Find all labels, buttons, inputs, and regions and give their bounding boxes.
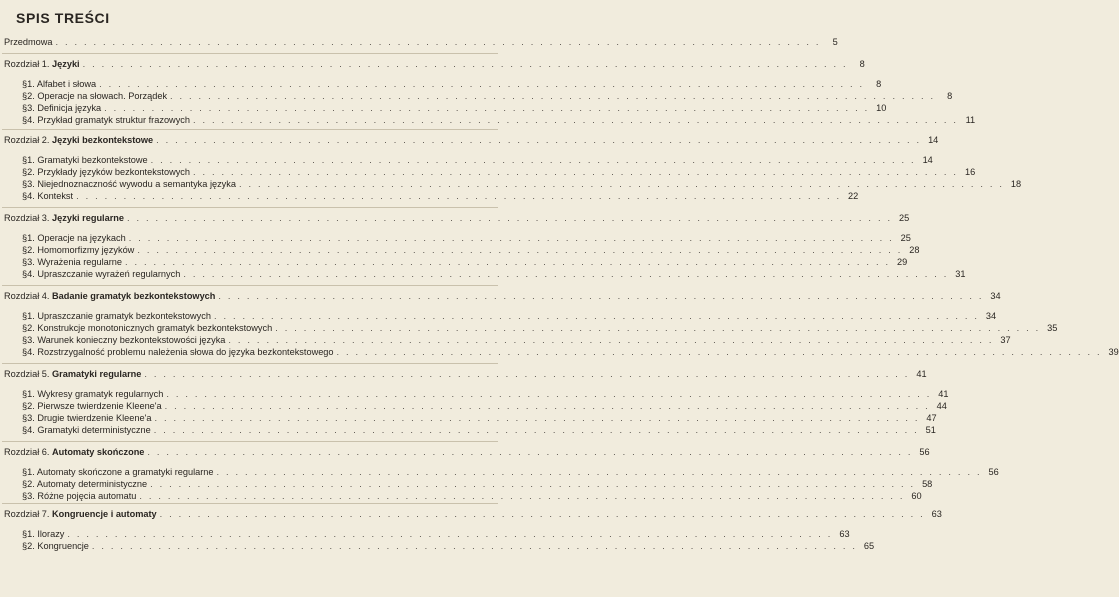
entry-title [22, 244, 134, 256]
section-entry [22, 190, 859, 202]
section-number: §1. [22, 389, 38, 399]
section-title: Ilorazy [37, 529, 65, 539]
entry-title [22, 114, 190, 126]
page-title: SPIS TREŚCI [16, 10, 110, 26]
section-entry [22, 424, 936, 436]
section-number: §4. [22, 191, 38, 201]
page-number: 56 [988, 467, 999, 477]
section-entry [22, 178, 1022, 190]
section-number: §3. [22, 413, 38, 423]
entry-title [22, 412, 151, 424]
entry-title [22, 102, 101, 114]
chapter-label: Rozdział 1. [4, 59, 53, 69]
entry-title [4, 36, 53, 48]
section-title: Kontekst [37, 191, 74, 201]
section-entry [22, 102, 887, 114]
section-entry [22, 310, 997, 322]
page-number: 34 [985, 311, 997, 321]
chapter-entry [4, 134, 939, 146]
separator-line [2, 503, 498, 504]
dot-leader: . . . . . . . . . . . . . . . . . . . . . . . . . . . . . . . . . . . . . . . . . . . . . . . . . . . . . . . . . . . . . . . . . . . . . . . . . . . . . . . . . [128, 233, 894, 243]
dot-leader: . . . . . . . . . . . . . . . . . . . . . . . . . . . . . . . . . . . . . . . . . . . . . . . . . . . . . . . . . . . . . . . . . . . . . . . . . . . . . . . . . [104, 103, 870, 113]
page-number: 16 [964, 167, 976, 177]
section-title: Upraszczanie wyrażeń regularnych [37, 269, 181, 279]
section-number: §4. [22, 425, 38, 435]
entry-title [4, 508, 157, 520]
separator-line [2, 207, 498, 208]
dot-leader: . . . . . . . . . . . . . . . . . . . . . . . . . . . . . . . . . . . . . . . . . . . . . . . . . . . . . . . . . . . . . . . . . . . . . . . . . . . . . . . . . [164, 401, 930, 411]
chapter-name: Języki regularne [52, 213, 125, 223]
section-entry [22, 256, 908, 268]
dot-leader: . . . . . . . . . . . . . . . . . . . . . . . . . . . . . . . . . . . . . . . . . . . . . . . . . . . . . . . . . . . . . . . . . . . . . . . . . . . . . . . . . [153, 425, 919, 435]
chapter-entry [4, 446, 930, 458]
section-entry [22, 466, 999, 478]
entry-title [4, 58, 80, 70]
dot-leader: . . . . . . . . . . . . . . . . . . . . . . . . . . . . . . . . . . . . . . . . . . . . . . . . . . . . . . . . . . . . . . . . . . . . . . . . . . . . . . . . . [55, 37, 821, 47]
dot-leader: . . . . . . . . . . . . . . . . . . . . . . . . . . . . . . . . . . . . . . . . . . . . . . . . . . . . . . . . . . . . . . . . . . . . . . . . . . . . . . . . . [218, 291, 984, 301]
section-title: Operacje na językach [37, 233, 126, 243]
entry-title [22, 178, 236, 190]
separator-line [2, 53, 498, 54]
dot-leader: . . . . . . . . . . . . . . . . . . . . . . . . . . . . . . . . . . . . . . . . . . . . . . . . . . . . . . . . . . . . . . . . . . . . . . . . . . . . . . . . . [127, 213, 893, 223]
chapter-entry [4, 508, 942, 520]
entry-title [22, 78, 96, 90]
chapter-name: Kongruencje i automaty [52, 509, 157, 519]
section-title: Przykład gramatyk struktur frazowych [37, 115, 190, 125]
section-number: §4. [22, 347, 38, 357]
section-number: §2. [22, 91, 38, 101]
section-title: Gramatyki bezkontekstowe [37, 155, 148, 165]
page-number: 25 [900, 233, 911, 243]
chapter-entry [4, 58, 865, 70]
separator-line [2, 285, 498, 286]
page-number: 5 [832, 37, 838, 47]
chapter-label: Rozdział 6. [4, 447, 53, 457]
section-number: §3. [22, 257, 38, 267]
chapter-name: Języki bezkontekstowe [52, 135, 154, 145]
entry-title [22, 400, 162, 412]
entry-title [4, 290, 215, 302]
chapter-label: Rozdział 5. [4, 369, 53, 379]
dot-leader: . . . . . . . . . . . . . . . . . . . . . . . . . . . . . . . . . . . . . . . . . . . . . . . . . . . . . . . . . . . . . . . . . . . . . . . . . . . . . . . . . [91, 541, 858, 551]
section-title: Upraszczanie gramatyk bezkontekstowych [37, 311, 211, 321]
dot-leader: . . . . . . . . . . . . . . . . . . . . . . . . . . . . . . . . . . . . . . . . . . . . . . . . . . . . . . . . . . . . . . . . . . . . . . . . . . . . . . . . . [150, 155, 916, 165]
entry-title [22, 232, 126, 244]
section-title: Rozstrzygalność problemu należenia słowa do języka bezkontekstowego [37, 347, 334, 357]
page-number: 56 [919, 447, 930, 457]
page-number: 58 [922, 479, 933, 489]
entry-title [4, 134, 153, 146]
chapter-entry [4, 36, 838, 48]
section-entry [22, 346, 1119, 358]
section-entry [22, 490, 922, 502]
chapter-entry [4, 368, 927, 380]
section-entry [22, 154, 933, 166]
chapter-entry [4, 290, 1001, 302]
section-title: Alfabet i słowa [36, 79, 97, 89]
section-title: Przykłady języków bezkontekstowych [37, 167, 191, 177]
entry-title [4, 212, 124, 224]
section-number: §2. [22, 401, 38, 411]
section-entry [22, 166, 976, 178]
entry-title [22, 256, 122, 268]
section-entry [22, 540, 875, 552]
page-number: 31 [955, 269, 966, 279]
dot-leader: . . . . . . . . . . . . . . . . . . . . . . . . . . . . . . . . . . . . . . . . . . . . . . . . . . . . . . . . . . . . . . . . . . . . . . . . . . . . . . . . . [193, 167, 959, 177]
dot-leader: . . . . . . . . . . . . . . . . . . . . . . . . . . . . . . . . . . . . . . . . . . . . . . . . . . . . . . . . . . . . . . . . . . . . . . . . . . . . . . . . . [137, 245, 903, 255]
section-number: §4. [22, 115, 38, 125]
entry-title [22, 388, 163, 400]
dot-leader: . . . . . . . . . . . . . . . . . . . . . . . . . . . . . . . . . . . . . . . . . . . . . . . . . . . . . . . . . . . . . . . . . . . . . . . . . . . . . . . . . [99, 79, 865, 89]
dot-leader: . . . . . . . . . . . . . . . . . . . . . . . . . . . . . . . . . . . . . . . . . . . . . . . . . . . . . . . . . . . . . . . . . . . . . . . . . . . . . . . . . [275, 323, 1041, 333]
dot-leader: . . . . . . . . . . . . . . . . . . . . . . . . . . . . . . . . . . . . . . . . . . . . . . . . . . . . . . . . . . . . . . . . . . . . . . . . . . . . . . . . . [216, 467, 982, 477]
separator-line [2, 441, 498, 442]
dot-leader: . . . . . . . . . . . . . . . . . . . . . . . . . . . . . . . . . . . . . . . . . . . . . . . . . . . . . . . . . . . . . . . . . . . . . . . . . . . . . . . . . [154, 413, 920, 423]
entry-title [22, 346, 334, 358]
dot-leader: . . . . . . . . . . . . . . . . . . . . . . . . . . . . . . . . . . . . . . . . . . . . . . . . . . . . . . . . . . . . . . . . . . . . . . . . . . . . . . . . . [82, 59, 848, 69]
separator-line [2, 129, 498, 130]
dot-leader: . . . . . . . . . . . . . . . . . . . . . . . . . . . . . . . . . . . . . . . . . . . . . . . . . . . . . . . . . . . . . . . . . . . . . . . . . . . . . . . . . [67, 529, 833, 539]
page-number: 8 [876, 79, 882, 89]
section-number: §1. [22, 79, 37, 89]
page-number: 34 [990, 291, 1001, 301]
page-number: 35 [1047, 323, 1058, 333]
section-title: Homomorfizmy języków [37, 245, 135, 255]
section-entry [22, 244, 920, 256]
chapter-name: Badanie gramatyk bezkontekstowych [52, 291, 216, 301]
preface-title: Przedmowa [4, 37, 53, 47]
page-number: 14 [928, 135, 939, 145]
page-number: 63 [839, 529, 850, 539]
dot-leader: . . . . . . . . . . . . . . . . . . . . . . . . . . . . . . . . . . . . . . . . . . . . . . . . . . . . . . . . . . . . . . . . . . . . . . . . . . . . . . . . . [228, 335, 994, 345]
section-title: Wyrażenia regularne [37, 257, 123, 267]
section-entry [22, 400, 947, 412]
page-number: 10 [876, 103, 887, 113]
section-entry [22, 78, 882, 90]
entry-title [22, 528, 64, 540]
section-number: §1. [22, 311, 38, 321]
page-number: 41 [916, 369, 927, 379]
entry-title [22, 190, 73, 202]
section-entry [22, 412, 937, 424]
page-number: 41 [938, 389, 949, 399]
page-number: 8 [859, 59, 865, 69]
section-entry [22, 90, 953, 102]
page-number: 63 [931, 509, 942, 519]
section-entry [22, 478, 933, 490]
page-number: 22 [848, 191, 859, 201]
entry-title [4, 446, 144, 458]
entry-title [22, 334, 225, 346]
entry-title [22, 490, 136, 502]
section-title: Drugie twierdzenie Kleene'a [37, 413, 152, 423]
dot-leader: . . . . . . . . . . . . . . . . . . . . . . . . . . . . . . . . . . . . . . . . . . . . . . . . . . . . . . . . . . . . . . . . . . . . . . . . . . . . . . . . . [139, 491, 905, 501]
page-number: 18 [1010, 179, 1022, 189]
page-number: 37 [1000, 335, 1011, 345]
section-number: §1. [22, 155, 38, 165]
page-number: 47 [926, 413, 937, 423]
section-title: Automaty deterministyczne [36, 479, 148, 489]
page-number: 44 [936, 401, 947, 411]
entry-title [22, 268, 180, 280]
section-title: Pierwsze twierdzenie Kleene'a [37, 401, 162, 411]
page-number: 65 [863, 541, 875, 551]
section-entry [22, 268, 966, 280]
section-title: Niejednoznaczność wywodu a semantyka języka [37, 179, 236, 189]
chapter-name: Automaty skończone [52, 447, 145, 457]
entry-title [22, 90, 167, 102]
separator-line [2, 363, 498, 364]
section-number: §2. [22, 541, 38, 551]
section-entry [22, 334, 1011, 346]
page-number: 8 [947, 91, 953, 101]
page-number: 60 [911, 491, 922, 501]
chapter-label: Rozdział 2. [4, 135, 53, 145]
dot-leader: . . . . . . . . . . . . . . . . . . . . . . . . . . . . . . . . . . . . . . . . . . . . . . . . . . . . . . . . . . . . . . . . . . . . . . . . . . . . . . . . . [144, 369, 910, 379]
section-number: §2. [22, 323, 38, 333]
section-number: §3. [22, 491, 38, 501]
section-entry [22, 528, 850, 540]
page-number: 25 [898, 213, 910, 223]
dot-leader: . . . . . . . . . . . . . . . . . . . . . . . . . . . . . . . . . . . . . . . . . . . . . . . . . . . . . . . . . . . . . . . . . . . . . . . . . . . . . . . . . [193, 115, 959, 125]
dot-leader: . . . . . . . . . . . . . . . . . . . . . . . . . . . . . . . . . . . . . . . . . . . . . . . . . . . . . . . . . . . . . . . . . . . . . . . . . . . . . . . . . [156, 135, 922, 145]
entry-title [22, 154, 148, 166]
section-number: §3. [22, 335, 38, 345]
section-title: Różne pojęcia automatu [37, 491, 137, 501]
section-number: §3. [22, 179, 38, 189]
dot-leader: . . . . . . . . . . . . . . . . . . . . . . . . . . . . . . . . . . . . . . . . . . . . . . . . . . . . . . . . . . . . . . . . . . . . . . . . . . . . . . . . . [125, 257, 891, 267]
page-number: 39 [1108, 347, 1119, 357]
section-title: Operacje na słowach. Porządek [37, 91, 168, 101]
dot-leader: . . . . . . . . . . . . . . . . . . . . . . . . . . . . . . . . . . . . . . . . . . . . . . . . . . . . . . . . . . . . . . . . . . . . . . . . . . . . . . . . . [213, 311, 980, 321]
page-number: 28 [909, 245, 920, 255]
section-title: Wykresy gramatyk regularnych [37, 389, 164, 399]
chapter-name: Gramatyki regularne [52, 369, 142, 379]
chapter-label: Rozdział 4. [4, 291, 53, 301]
section-number: §2. [22, 245, 38, 255]
dot-leader: . . . . . . . . . . . . . . . . . . . . . . . . . . . . . . . . . . . . . . . . . . . . . . . . . . . . . . . . . . . . . . . . . . . . . . . . . . . . . . . . . [166, 389, 932, 399]
section-number: §3. [22, 103, 38, 113]
page-number: 29 [896, 257, 908, 267]
entry-title [22, 466, 214, 478]
dot-leader: . . . . . . . . . . . . . . . . . . . . . . . . . . . . . . . . . . . . . . . . . . . . . . . . . . . . . . . . . . . . . . . . . . . . . . . . . . . . . . . . . [238, 179, 1005, 189]
section-title: Definicja języka [37, 103, 102, 113]
section-number: §4. [22, 269, 38, 279]
section-number: §2. [22, 479, 37, 489]
section-number: §1. [22, 467, 37, 477]
dot-leader: . . . . . . . . . . . . . . . . . . . . . . . . . . . . . . . . . . . . . . . . . . . . . . . . . . . . . . . . . . . . . . . . . . . . . . . . . . . . . . . . . [147, 447, 913, 457]
dot-leader: . . . . . . . . . . . . . . . . . . . . . . . . . . . . . . . . . . . . . . . . . . . . . . . . . . . . . . . . . . . . . . . . . . . . . . . . . . . . . . . . . [159, 509, 925, 519]
chapter-entry [4, 212, 910, 224]
page-number: 11 [965, 115, 976, 125]
section-entry [22, 322, 1058, 334]
entry-title [22, 478, 147, 490]
section-number: §1. [22, 233, 38, 243]
dot-leader: . . . . . . . . . . . . . . . . . . . . . . . . . . . . . . . . . . . . . . . . . . . . . . . . . . . . . . . . . . . . . . . . . . . . . . . . . . . . . . . . . [183, 269, 949, 279]
section-entry [22, 232, 911, 244]
page-number: 51 [925, 425, 936, 435]
entry-title [22, 424, 151, 436]
dot-leader: . . . . . . . . . . . . . . . . . . . . . . . . . . . . . . . . . . . . . . . . . . . . . . . . . . . . . . . . . . . . . . . . . . . . . . . . . . . . . . . . . [170, 91, 936, 101]
page-number: 14 [922, 155, 933, 165]
section-title: Automaty skończone a gramatyki regularne [36, 467, 214, 477]
entry-title [4, 368, 141, 380]
section-title: Kongruencje [37, 541, 89, 551]
chapter-label: Rozdział 3. [4, 213, 53, 223]
section-title: Warunek konieczny bezkontekstowości języka [37, 335, 226, 345]
chapter-name: Języki [52, 59, 80, 69]
section-title: Gramatyki deterministyczne [37, 425, 151, 435]
section-entry [22, 388, 949, 400]
section-title: Konstrukcje monotonicznych gramatyk bezkontekstowych [37, 323, 273, 333]
entry-title [22, 310, 211, 322]
dot-leader: . . . . . . . . . . . . . . . . . . . . . . . . . . . . . . . . . . . . . . . . . . . . . . . . . . . . . . . . . . . . . . . . . . . . . . . . . . . . . . . . . [150, 479, 916, 489]
section-number: §2. [22, 167, 38, 177]
section-number: §1. [22, 529, 38, 539]
chapter-label: Rozdział 7. [4, 509, 53, 519]
dot-leader: . . . . . . . . . . . . . . . . . . . . . . . . . . . . . . . . . . . . . . . . . . . . . . . . . . . . . . . . . . . . . . . . . . . . . . . . . . . . . . . . . [336, 347, 1102, 357]
section-entry [22, 114, 976, 126]
entry-title [22, 166, 190, 178]
entry-title [22, 540, 89, 552]
entry-title [22, 322, 272, 334]
dot-leader: . . . . . . . . . . . . . . . . . . . . . . . . . . . . . . . . . . . . . . . . . . . . . . . . . . . . . . . . . . . . . . . . . . . . . . . . . . . . . . . . . [76, 191, 842, 201]
